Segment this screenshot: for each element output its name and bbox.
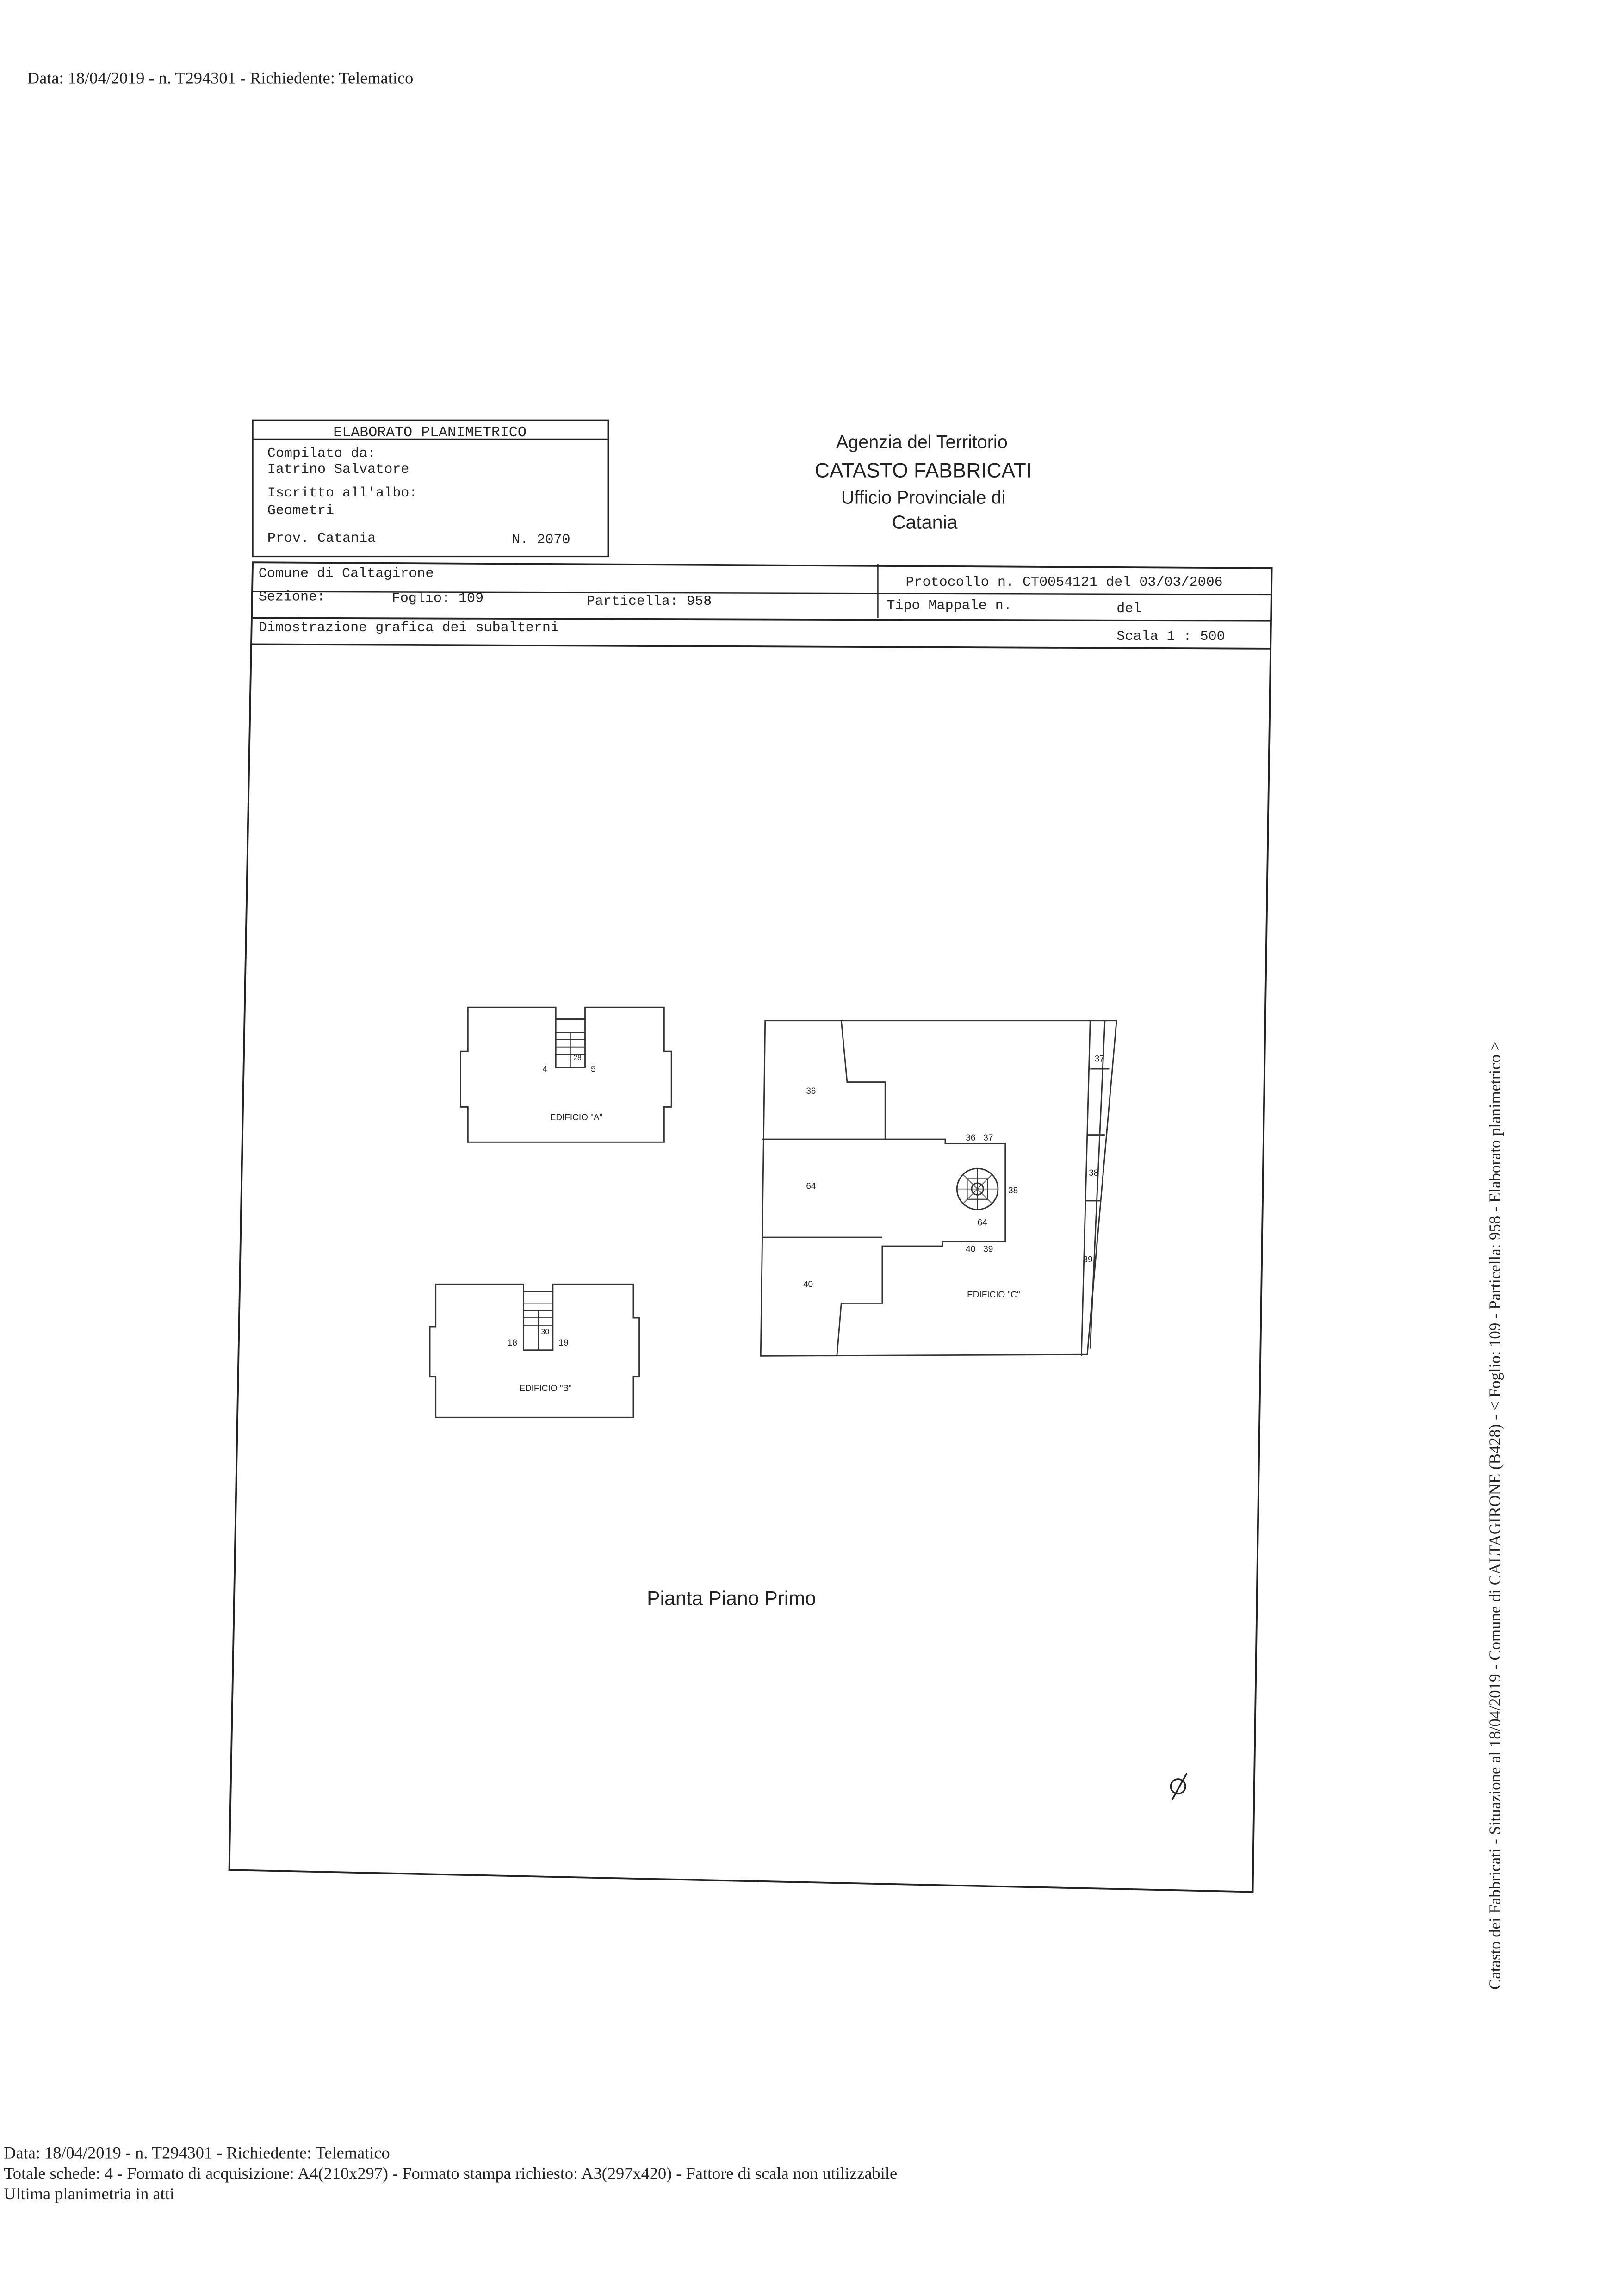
building-c-label: 64 [977, 1218, 987, 1228]
register-label: Iscritto all'albo: [267, 485, 418, 501]
province: Prov. Catania [267, 530, 376, 546]
building-b-label: 30 [541, 1328, 550, 1336]
title-block-title: ELABORATO PLANIMETRICO [333, 424, 527, 441]
scale: Scala 1 : 500 [1116, 628, 1225, 645]
floor-title: Pianta Piano Primo [647, 1587, 816, 1610]
building-c-label: 38 [1089, 1168, 1099, 1179]
building-c-label: 37 [1094, 1054, 1104, 1064]
tipo-mappale-del: del [1116, 601, 1142, 617]
building-a-label: 4 [542, 1064, 548, 1074]
compiled-by-name: Iatrino Salvatore [267, 462, 409, 478]
sezione: Sezione: [258, 589, 326, 605]
office-city: Catania [892, 511, 958, 533]
protocollo: Protocollo n. CT0054121 del 03/03/2006 [905, 574, 1223, 590]
building-b-name: EDIFICIO "B" [519, 1384, 572, 1394]
header-request-line: Data: 18/04/2019 - n. T294301 - Richiedente: Telematico [27, 68, 414, 87]
comune: Comune di Caltagirone [258, 565, 434, 582]
building-c-label: 40 [803, 1279, 813, 1290]
building-a-label: 5 [591, 1064, 596, 1074]
building-c-label: 36 [966, 1133, 976, 1143]
building-b [430, 1284, 639, 1417]
footer-format-line: Totale schede: 4 - Formato di acquisizione: A4(210x297) - Formato stampa richiesto: A3(297x420) - Fattore di scala non utilizzabile [4, 2164, 898, 2183]
building-a-name: EDIFICIO "A" [550, 1112, 603, 1123]
building-c-label: 36 [806, 1086, 816, 1096]
building-c-label: 39 [1083, 1254, 1093, 1265]
office-label: Ufficio Provinciale di [841, 487, 1006, 508]
tipo-mappale: Tipo Mappale n. [886, 598, 1012, 614]
registration-number: N. 2070 [512, 532, 570, 548]
stair-b [524, 1303, 553, 1350]
building-c-label: 64 [806, 1181, 816, 1191]
compiled-by-label: Compilato da: [267, 446, 376, 462]
building-b-label: 19 [558, 1338, 569, 1348]
catasto-fabbricati: CATASTO FABBRICATI [814, 459, 1032, 482]
particella: Particella: 958 [586, 593, 712, 609]
agency-name: Agenzia del Territorio [836, 432, 1008, 453]
footer-last-plan-line: Ultima planimetria in atti [4, 2184, 174, 2203]
foglio: Foglio: 109 [391, 590, 484, 607]
register-value: Geometri [267, 503, 335, 519]
building-c-name: EDIFICIO "C" [967, 1290, 1020, 1300]
building-c-label: 37 [983, 1133, 993, 1143]
north-arrow-icon [1171, 1773, 1187, 1800]
building-c-label: 39 [983, 1244, 993, 1254]
side-note: Catasto dei Fabbricati - Situazione al 18/04/2019 - Comune di CALTAGIRONE (B428) - < Foglio: 109 - Particella: 958 - Elaborato planimetrico > [1486, 1041, 1504, 1990]
footer-request-line: Data: 18/04/2019 - n. T294301 - Richiedente: Telematico [4, 2143, 390, 2162]
building-c-label: 38 [1008, 1186, 1018, 1196]
plan-subtitle: Dimostrazione grafica dei subalterni [258, 620, 559, 636]
main-frame [229, 562, 1272, 1892]
building-b-label: 18 [507, 1338, 517, 1348]
building-c-label: 40 [966, 1244, 976, 1254]
building-a-label: 28 [573, 1054, 582, 1062]
stair-a [556, 1032, 585, 1067]
